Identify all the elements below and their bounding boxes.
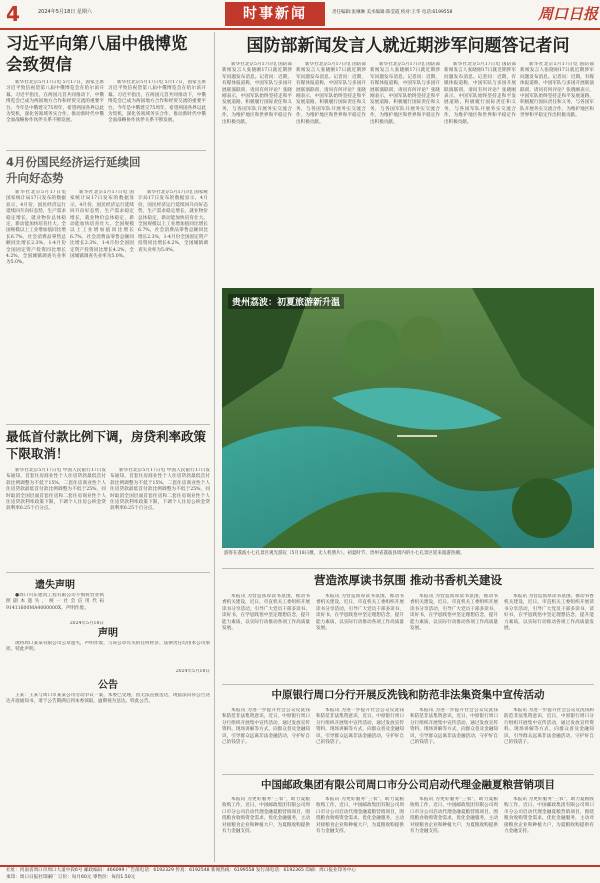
headline-postal-finance: 中国邮政集团有限公司周口市分公司启动代理金融夏粮营销项目 — [261, 779, 555, 791]
notice-date: 2024年5月18日 — [175, 669, 210, 674]
article-body-bank-1: 本报讯 为进一步提升社会公众反洗钱和防范非法集资意识，近日，中原银行周口分行组织开展集中宣传活动，通过发放宣传资料、现场讲解等方式，向群众普及金融知识，引导群众远离非法金融活动，守护好自己的钱袋子。 — [222, 708, 310, 746]
article-body-xi-cont: 新华社北京5月17日电 5月17日，国家主席习近平致信祝贺第八届中俄博览会在哈尔滨开幕。习近平指出，在两国元首共同推动下，中俄博览会已成为两国地方合作和经贸交流的重要平台。今年是中俄建交75周年，希望两国各界以此为契机，深化各领域务实合作，推动新时代中俄全面战略协作伙伴关系不断发展。 — [108, 80, 206, 124]
article-body-economy-3: 新华社北京5月17日电 国家统计局17日发布的数据显示，4月份，国民经济运行延续回升向好态势，生产需求稳定增长，就业物价总体稳定，新动能加快培育壮大。全国规模以上工业增加值同比增长6.7%，社会消费品零售总额同比增长2.3%，1-4月份全国固定资产投资同比增长4.2%，全国城镇调查失业率为5.0%。 — [138, 190, 208, 253]
column-divider — [214, 32, 215, 862]
notice-body: ●周口川东建筑工程有限公司不慎将营业执照副本遗失，统一社会信用代码91411600MA4000000X，声明作废。 — [6, 593, 104, 611]
article-body-reading-3: 本报讯 为营造浓厚读书氛围，推动书香机关建设，近日，市直机关工委组织开展读书分享活动，引导广大党员干部多读书、读好书，在学思践悟中坚定理想信念，提升能力素质，以实际行动推动各项工作高质量发展。 — [410, 594, 498, 632]
photo-caption: 游客在荔波小七孔景区观光游玩（5月18日摄，无人机照片）。初夏时节，贵州省荔波县境内的小七孔景区迎来旅游热潮。 — [224, 551, 465, 556]
footer-address: 社址：河南省周口市周口大道中段6号 邮政编码：466099 广告部电话：6192329 传真：6192548 新闻热线：6199558 发行部电话：6192365 印刷：周口报业印务中心 — [6, 868, 356, 873]
notice-statement — [6, 624, 210, 675]
headline-defense-ministry: 国防部新闻发言人就近期涉军问题答记者问 — [246, 36, 570, 56]
article-body-xi: 新华社北京5月17日电 5月17日，国家主席习近平致信祝贺第八届中俄博览会在哈尔滨开幕。习近平指出，在两国元首共同推动下，中俄博览会已成为两国地方合作和经贸交流的重要平台。今年是中俄建交75周年，希望两国各界以此为契机，深化各领域务实合作，推动新时代中俄全面战略协作伙伴关系不断发展。 — [6, 80, 104, 124]
article-body-reading-1: 本报讯 为营造浓厚读书氛围，推动书香机关建设，近日，市直机关工委组织开展读书分享活动，引导广大党员干部多读书、读好书，在学思践悟中坚定理想信念，提升能力素质，以实际行动推动各项工作高质量发展。 — [222, 594, 310, 632]
notice-title: 遗失声明 — [35, 580, 75, 591]
notice-date: 2024年5月18日 — [69, 621, 104, 626]
divider — [222, 568, 594, 569]
notice-title: 声明 — [98, 628, 118, 639]
divider — [222, 684, 594, 685]
notice-body: 王某：王某与周口市某某公司劳动争议一案，本委已受理，因无法直接送达，现依法向你公告送达开庭通知书，请于公告期满后到本委领取，逾期视为送达。特此公告。 — [6, 693, 210, 705]
headline-mortgage-policy: 最低首付款比例下调，房贷利率政策下限取消！ — [6, 429, 207, 461]
editor-info: 责任编辑:张琳琳 美术编辑:陈莹霞 校对:王华 电话:6199558 — [332, 10, 453, 15]
photo-title: 贵州荔波：初夏旅游新升温 — [228, 294, 344, 309]
divider — [222, 774, 594, 775]
headline-bank-campaign: 中原银行周口分行开展反洗钱和防范非法集资集中宣传活动 — [271, 689, 545, 701]
article-body-postal-2: 本报讯 为更好服务“三农”，助力夏粮收购工作，近日，中国邮政集团有限公司周口市分公司启动代理金融夏粮营销项目，围绕粮食收购资金需求，优化金融服务，主动对接粮食企业和种植大户，为夏粮收购提供有力金融支持。 — [316, 797, 404, 835]
headline-april-economy: 4月份国民经济运行延续回升向好态势 — [6, 155, 141, 185]
masthead-rule — [0, 28, 600, 30]
article-body-bank-4: 本报讯 为进一步提升社会公众反洗钱和防范非法集资意识，近日，中原银行周口分行组织开展集中宣传活动，通过发放宣传资料、现场讲解等方式，向群众普及金融知识，引导群众远离非法金融活动，守护好自己的钱袋子。 — [504, 708, 594, 746]
landscape-illustration — [222, 288, 594, 548]
article-body-defense-3: 新华社北京5月17日电 国防部新闻发言人张晓刚17日就近期涉军问题发布消息。记者问：近期，有媒体报道称，中国军队与多国开展联演联训，请问有何评论？张晓刚表示，中国军队始终坚持走和平发展道路，积极履行国际责任和义务，与各国军队开展务实交流合作，为维护地区和世界和平稳定作出积极贡献。 — [370, 62, 440, 125]
article-body-bank-2: 本报讯 为进一步提升社会公众反洗钱和防范非法集资意识，近日，中原银行周口分行组织开展集中宣传活动，通过发放宣传资料、现场讲解等方式，向群众普及金融知识，引导群众远离非法金融活动，守护好自己的钱袋子。 — [316, 708, 404, 746]
notice-body: 现将周口某某有限公司公章遗失，声明作废，与该公章有关的任何经济、法律责任均由本公司承担。特此声明。 — [6, 641, 210, 653]
article-body-mortgage-2: 新华社北京5月17日电 中国人民银行17日发布通知，首套住房商业性个人住房贷款最低首付款比例调整为不低于15%，二套住房商业性个人住房贷款最低首付款比例调整为不低于25%，同时取消全国层面首套住房和二套住房商业性个人住房贷款利率政策下限，下调个人住房公积金贷款利率0.25个百分点。 — [110, 468, 210, 512]
footer — [0, 865, 600, 883]
article-body-postal-3: 本报讯 为更好服务“三农”，助力夏粮收购工作，近日，中国邮政集团有限公司周口市分公司启动代理金融夏粮营销项目，围绕粮食收购资金需求，优化金融服务，主动对接粮食企业和种植大户，为夏粮收购提供有力金融支持。 — [410, 797, 498, 835]
divider — [6, 424, 210, 425]
notice-lost — [6, 576, 104, 627]
article-body-reading-4: 本报讯 为营造浓厚读书氛围，推动书香机关建设，近日，市直机关工委组织开展读书分享活动，引导广大党员干部多读书、读好书，在学思践悟中坚定理想信念，提升能力素质，以实际行动推动各项工作高质量发展。 — [504, 594, 594, 632]
footer-print-info: 承印：周口日报社印刷厂 订价：每月60元 零售价：每份1.50元 — [6, 875, 136, 880]
article-body-reading-2: 本报讯 为营造浓厚读书氛围，推动书香机关建设，近日，市直机关工委组织开展读书分享活动，引导广大党员干部多读书、读好书，在学思践悟中坚定理想信念，提升能力素质，以实际行动推动各项工作高质量发展。 — [316, 594, 404, 632]
article-body-defense-4: 新华社北京5月17日电 国防部新闻发言人张晓刚17日就近期涉军问题发布消息。记者问：近期，有媒体报道称，中国军队与多国开展联演联训，请问有何评论？张晓刚表示，中国军队始终坚持走和平发展道路，积极履行国际责任和义务，与各国军队开展务实交流合作，为维护地区和世界和平稳定作出积极贡献。 — [444, 62, 516, 125]
headline-reading: 营造浓厚读书氛围 推动书香机关建设 — [313, 573, 502, 587]
article-body-postal-4: 本报讯 为更好服务“三农”，助力夏粮收购工作，近日，中国邮政集团有限公司周口市分公司启动代理金融夏粮营销项目，围绕粮食收购资金需求，优化金融服务，主动对接粮食企业和种植大户，为夏粮收购提供有力金融支持。 — [504, 797, 594, 835]
article-body-defense-1: 新华社北京5月17日电 国防部新闻发言人张晓刚17日就近期涉军问题发布消息。记者问：近期，有媒体报道称，中国军队与多国开展联演联训，请问有何评论？张晓刚表示，中国军队始终坚持走和平发展道路，积极履行国际责任和义务，与各国军队开展务实交流合作，为维护地区和世界和平稳定作出积极贡献。 — [222, 62, 292, 125]
page-number: 4 — [6, 2, 20, 26]
divider — [6, 572, 210, 573]
newspaper-logo: 周口日报 — [538, 5, 599, 23]
article-body-economy-2: 新华社北京5月17日电 国家统计局17日发布的数据显示，4月份，国民经济运行延续回升向好态势，生产需求稳定增长，就业物价总体稳定，新动能加快培育壮大。全国规模以上工业增加值同比增长6.7%，社会消费品零售总额同比增长2.3%，1-4月份全国固定资产投资同比增长4.2%，全国城镇调查失业率为5.0%。 — [70, 190, 134, 260]
section-title: 时事新闻 — [225, 2, 325, 26]
notice-announcement — [6, 676, 210, 823]
divider — [6, 150, 206, 151]
article-body-economy-1: 新华社北京5月17日电 国家统计局17日发布的数据显示，4月份，国民经济运行延续回升向好态势，生产需求稳定增长，就业物价总体稳定，新动能加快培育壮大。全国规模以上工业增加值同比增长6.7%，社会消费品零售总额同比增长2.3%，1-4月份全国固定资产投资同比增长4.2%，全国城镇调查失业率为5.0%。 — [6, 190, 66, 266]
issue-date: 2024年5月18日 星期六 — [38, 9, 92, 15]
headline-xi-china-russia-expo: 习近平向第八届中俄博览会致贺信 — [6, 34, 188, 74]
article-body-mortgage-1: 新华社北京5月17日电 中国人民银行17日发布通知，首套住房商业性个人住房贷款最低首付款比例调整为不低于15%，二套住房商业性个人住房贷款最低首付款比例调整为不低于25%，同时取消全国层面首套住房和二套住房商业性个人住房贷款利率政策下限，下调个人住房公积金贷款利率0.25个百分点。 — [6, 468, 106, 512]
notice-title: 公告 — [98, 680, 118, 691]
article-body-bank-3: 本报讯 为进一步提升社会公众反洗钱和防范非法集资意识，近日，中原银行周口分行组织开展集中宣传活动，通过发放宣传资料、现场讲解等方式，向群众普及金融知识，引导群众远离非法金融活动，守护好自己的钱袋子。 — [410, 708, 498, 746]
scenic-photo — [222, 288, 594, 548]
article-body-defense-5: 新华社北京5月17日电 国防部新闻发言人张晓刚17日就近期涉军问题发布消息。记者问：近期，有媒体报道称，中国军队与多国开展联演联训，请问有何评论？张晓刚表示，中国军队始终坚持走和平发展道路，积极履行国际责任和义务，与各国军队开展务实交流合作，为维护地区和世界和平稳定作出积极贡献。 — [520, 62, 594, 119]
article-body-defense-2: 新华社北京5月17日电 国防部新闻发言人张晓刚17日就近期涉军问题发布消息。记者问：近期，有媒体报道称，中国军队与多国开展联演联训，请问有何评论？张晓刚表示，中国军队始终坚持走和平发展道路，积极履行国际责任和义务，与各国军队开展务实交流合作，为维护地区和世界和平稳定作出积极贡献。 — [296, 62, 366, 125]
article-body-postal-1: 本报讯 为更好服务“三农”，助力夏粮收购工作，近日，中国邮政集团有限公司周口市分公司启动代理金融夏粮营销项目，围绕粮食收购资金需求，优化金融服务，主动对接粮食企业和种植大户，为夏粮收购提供有力金融支持。 — [222, 797, 310, 835]
